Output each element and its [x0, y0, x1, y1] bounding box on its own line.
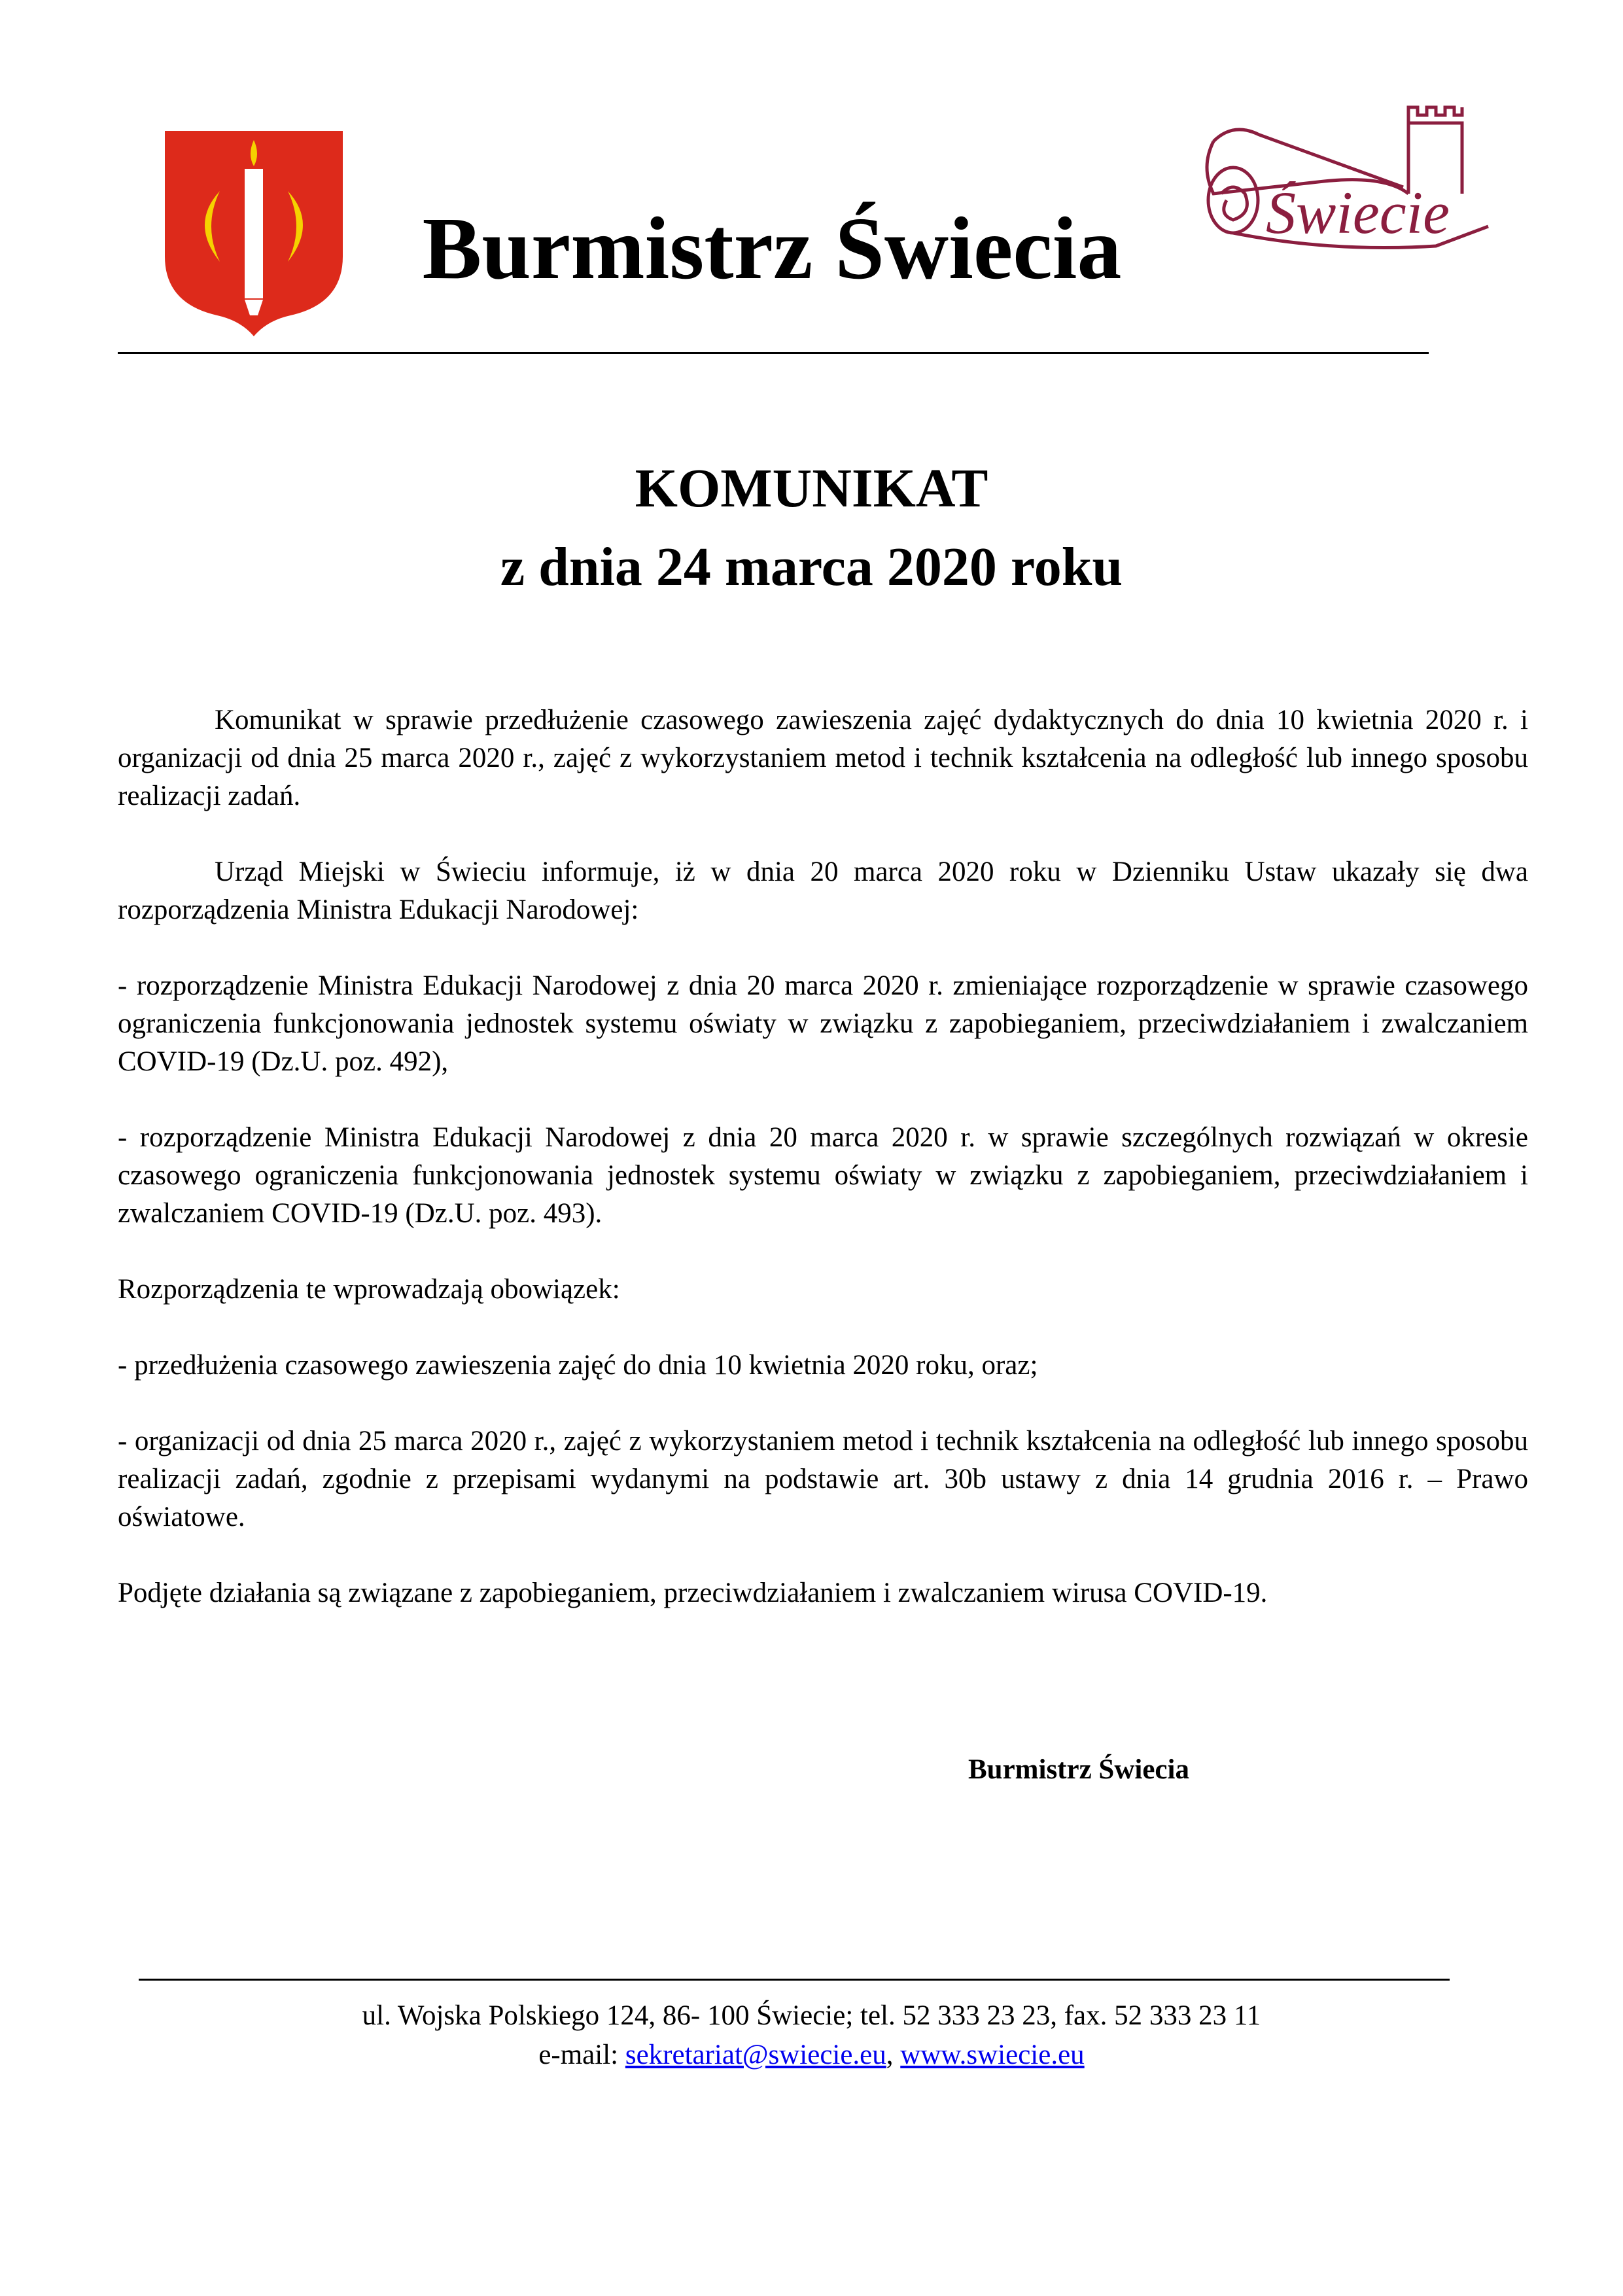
footer-divider: [139, 1979, 1450, 1981]
paragraph-regulation-2: - rozporządzenie Ministra Edukacji Narodowej z dnia 20 marca 2020 r. w sprawie szczególnych rozwiązań w okresie czasowego ograniczenia funkcjonowania jednostek systemu oświaty w związku z zapobieganiem, przeciwdziałaniem i zwalczaniem COVID-19 (Dz.U. poz. 493).: [118, 1122, 1528, 1229]
paragraph-intro: Komunikat w sprawie przedłużenie czasowego zawieszenia zajęć dydaktycznych do dnia 10 kwietnia 2020 r. i organizacji od dnia 25 marca 2020 r., zajęć z wykorzystaniem metod i technik kształcenia na odległość lub innego sposobu realizacji zadań.: [118, 705, 1528, 811]
email-link[interactable]: sekretariat@swiecie.eu: [625, 2040, 886, 2070]
paragraph-extension: - przedłużenia czasowego zawieszenia zajęć do dnia 10 kwietnia 2020 roku, oraz;: [118, 1350, 1038, 1381]
coat-of-arms-icon: [162, 128, 345, 338]
paragraph-obligation: Rozporządzenia te wprowadzają obowiązek:: [118, 1274, 620, 1305]
swiecie-logo-icon: [1187, 96, 1501, 305]
footer-contact: [0, 2036, 1623, 2074]
document-date: z dnia 24 marca 2020 roku: [500, 537, 1123, 597]
signature: Burmistrz Świecia: [968, 1754, 1189, 1785]
document-heading: KOMUNIKAT: [635, 458, 988, 519]
link-separator: ,: [886, 2040, 901, 2070]
logo-text: Świecie: [1266, 179, 1450, 246]
page-title: Burmistrz Świecia: [422, 200, 1122, 298]
paragraph-info: Urząd Miejski w Świeciu informuje, iż w dnia 20 marca 2020 roku w Dzienniku Ustaw ukazały się dwa rozporządzenia Ministra Edukacji Narodowej:: [118, 857, 1528, 925]
paragraph-organization: - organizacji od dnia 25 marca 2020 r., zajęć z wykorzystaniem metod i technik kształcenia na odległość lub innego sposobu realizacji zadań, zgodnie z przepisami wydanymi na podstawie art. 30b ustawy z dnia 14 grudnia 2016 r. – Prawo oświatowe.: [118, 1426, 1528, 1532]
website-link[interactable]: www.swiecie.eu: [900, 2040, 1085, 2070]
header-divider: [118, 352, 1429, 354]
paragraph-closing: Podjęte działania są związane z zapobieganiem, przeciwdziałaniem i zwalczaniem wirusa COVID-19.: [118, 1578, 1268, 1608]
email-label: e-mail:: [538, 2040, 625, 2070]
paragraph-regulation-1: - rozporządzenie Ministra Edukacji Narodowej z dnia 20 marca 2020 r. zmieniające rozporządzenie w sprawie czasowego ograniczenia funkcjonowania jednostek systemu oświaty w związku z zapobieganiem, przeciwdziałaniem i zwalczaniem COVID-19 (Dz.U. poz. 492),: [118, 970, 1528, 1077]
document-body: [118, 701, 1528, 1612]
footer-address: ul. Wojska Polskiego 124, 86- 100 Świecie; tel. 52 333 23 23, fax. 52 333 23 11: [362, 2000, 1261, 2031]
